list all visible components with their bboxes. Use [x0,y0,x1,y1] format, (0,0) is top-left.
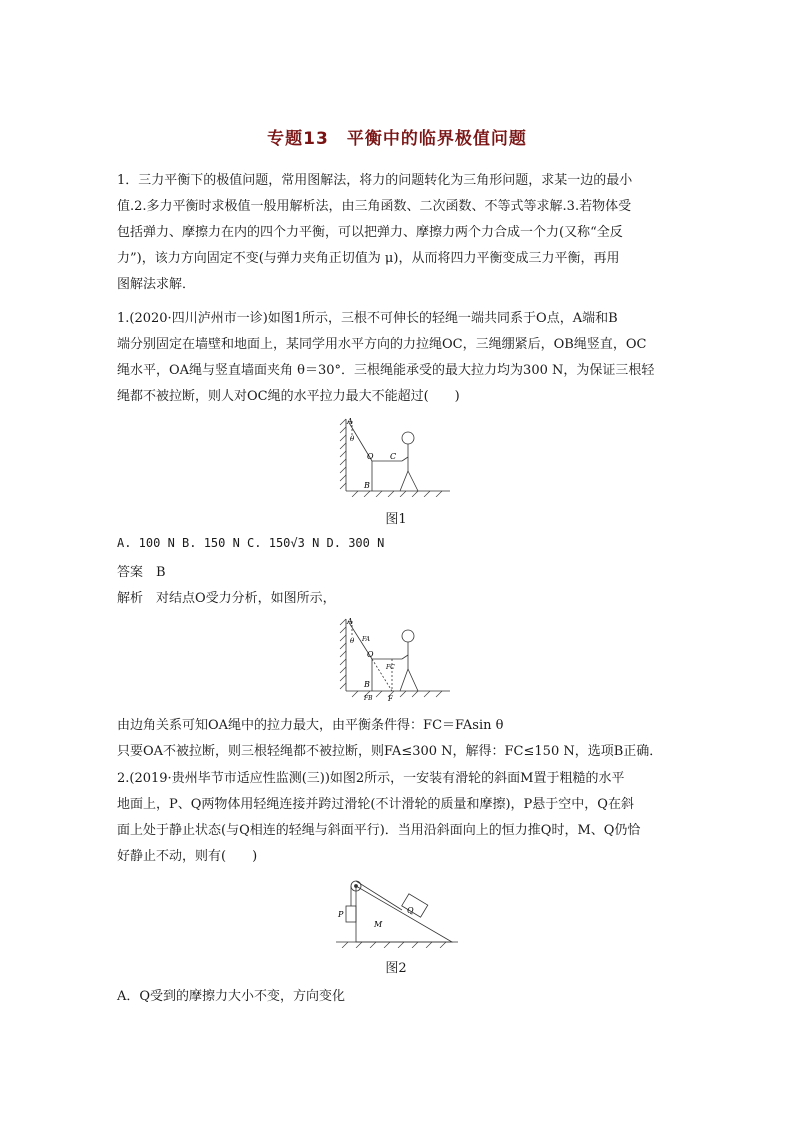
figure-2-diagram [334,872,460,948]
label-c: C [390,452,397,461]
explanation-line: 由边角关系可知OA绳中的拉力最大，由平衡条件得：FC＝FAsin θ [117,718,504,733]
intro-line: 力”)，该力方向固定不变(与弹力夹角正切值为 μ)，从而将四力平衡变成三力平衡，再用 [117,251,620,266]
label-theta: θ [350,637,355,645]
label-f: F [388,695,393,703]
q1-line: 绳水平，OA绳与竖直墙面夹角 θ＝30°．三根绳能承受的最大拉力均为300 N，为保证三根轻 [117,363,655,378]
person-head [402,432,414,444]
label-b: B [364,680,370,689]
block-q [402,894,428,917]
figure-2-caption: 图2 [385,961,407,976]
page-title: 专题13 平衡中的临界极值问题 [267,129,527,149]
q2-line: 2.(2019·贵州毕节市适应性监测(三))如图2所示，一安装有滑轮的斜面M置于粗糙的水平 [117,771,625,786]
label-fc: FC [386,664,395,671]
label-a: A [347,617,353,626]
q1-line: 1.(2020·四川泸州市一诊)如图1所示，三根不可伸长的轻绳一端共同系于O点，A端和B [117,311,618,326]
intro-line: 包括弹力、摩擦力在内的四个力平衡，可以把弹力、摩擦力两个力合成一个力(又称“全反 [117,225,623,240]
intro-line: 图解法求解． [117,277,196,292]
q2-line: 面上处于静止状态(与Q相连的轻绳与斜面平行)．当用沿斜面向上的恒力推Q时，M、Q仍恰 [117,823,641,838]
intro-line: 值.2.多力平衡时求极值一般用解析法，由三角函数、二次函数、不等式等求解.3.若物体受 [117,199,632,214]
q1-options: A. 100 N B. 150 N C. 150√3 N D. 300 N [117,536,385,550]
label-b: B [364,481,370,490]
label-o: O [367,650,374,659]
incline-m [356,886,452,942]
q1-explanation [117,713,677,765]
question-1-text [117,306,677,410]
q1-answer: 答案 B [117,565,166,580]
label-m: M [374,920,383,929]
explanation-line: 只要OA不被拉断，则三根轻绳都不被拉断，则FA≤300 N，解得：FC≤150 N，选项B正确． [117,744,663,759]
label-q: Q [407,906,414,915]
label-p: P [338,910,344,919]
label-fb: FB [364,695,373,702]
block-p [346,906,356,922]
q1-analysis: 解析 对结点O受力分析，如图所示， [117,591,336,606]
q1-line: 端分别固定在墙壁和地面上，某同学用水平方向的力拉绳OC，三绳绷紧后，OB绳竖直，OC [117,337,647,352]
q1-line: 绳都不被拉断，则人对OC绳的水平拉力最大不能超过( ) [117,389,460,404]
label-o: O [367,452,374,461]
label-a: A [347,417,353,426]
q2-line: 好静止不动，则有( ) [117,849,258,864]
q2-line: 地面上，P、Q两物体用轻绳连接并跨过滑轮(不计滑轮的质量和摩擦)，P悬于空中，Q在斜 [117,797,634,812]
rope-to-q [356,881,402,910]
label-theta: θ [350,435,355,443]
figure-1-caption: 图1 [385,512,407,527]
analysis-diagram [338,615,453,703]
figure-1-diagram [338,415,453,497]
intro-line: 1．三力平衡下的极值问题，常用图解法，将力的问题转化为三角形问题，求某一边的最小 [117,173,633,188]
q2-option-a: A．Q受到的摩擦力大小不变，方向变化 [117,989,346,1004]
label-fa: FA [362,636,370,643]
question-2-text [117,766,677,870]
intro-paragraph [117,168,677,298]
